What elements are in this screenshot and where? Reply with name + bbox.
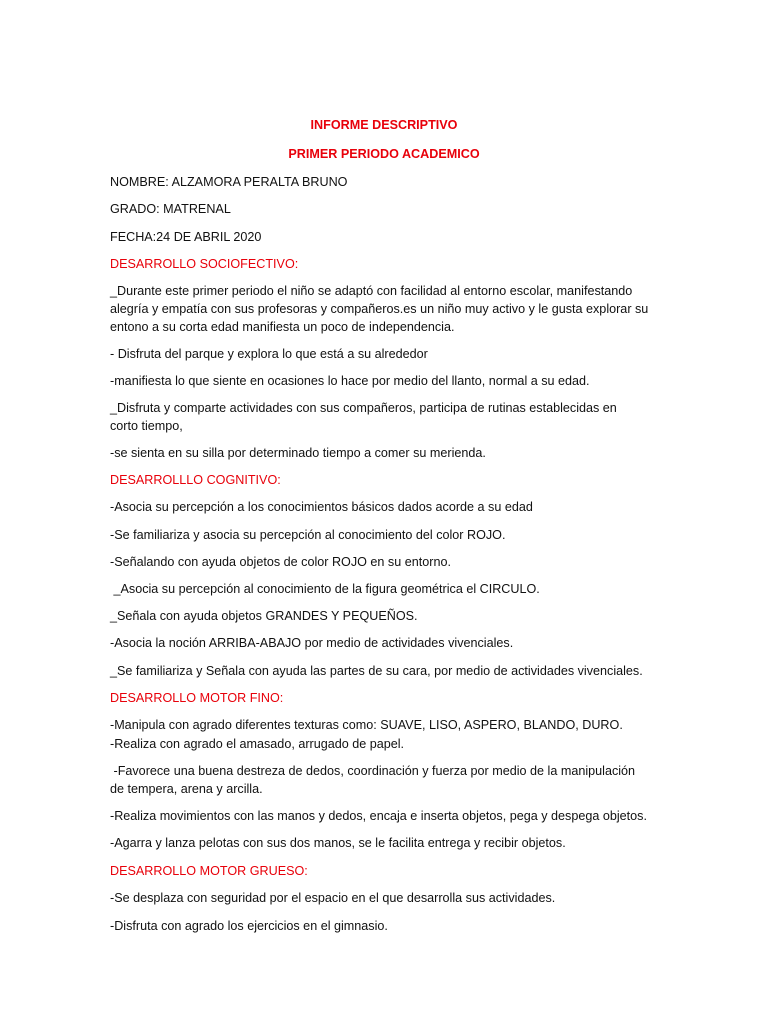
section-heading-socioafectivo: DESARROLLO SOCIOFECTIVO:	[110, 257, 299, 271]
list-item: -Asocia la noción ARRIBA-ABAJO por medio de actividades vivenciales.	[110, 636, 514, 650]
list-item: -Disfruta con agrado los ejercicios en el gimnasio.	[110, 919, 388, 933]
section-heading-cognitivo: DESARROLLLO COGNITIVO:	[110, 473, 281, 487]
paragraph-line: _Durante este primer periodo el niño se adaptó con facilidad al entorno escolar, manifestando	[110, 284, 633, 298]
list-item: corto tiempo,	[110, 419, 183, 433]
paragraph-line: entono a su corta edad manifiesta un poco de independencia.	[110, 320, 455, 334]
list-item: -Señalando con ayuda objetos de color ROJO en su entorno.	[110, 555, 451, 569]
document-subtitle: PRIMER PERIODO ACADEMICO	[288, 147, 480, 161]
list-item: _Señala con ayuda objetos GRANDES Y PEQUEÑOS.	[110, 609, 418, 623]
list-item: _Se familiariza y Señala con ayuda las partes de su cara, por medio de actividades vivenciales.	[110, 664, 643, 678]
student-grade: GRADO: MATRENAL	[110, 202, 231, 216]
list-item: -Realiza con agrado el amasado, arrugado de papel.	[110, 737, 405, 751]
report-date: FECHA:24 DE ABRIL 2020	[110, 230, 262, 244]
list-item: -Se familiariza y asocia su percepción al conocimiento del color ROJO.	[110, 528, 506, 542]
section-heading-motor-fino: DESARROLLO MOTOR FINO:	[110, 691, 284, 705]
list-item: -Favorece una buena destreza de dedos, coordinación y fuerza por medio de la manipulación	[110, 764, 636, 778]
list-item: -manifiesta lo que siente en ocasiones lo hace por medio del llanto, normal a su edad.	[110, 374, 590, 388]
list-item: -Asocia su percepción a los conocimientos básicos dados acorde a su edad	[110, 500, 533, 514]
list-item: de tempera, arena y arcilla.	[110, 782, 263, 796]
list-item: -Manipula con agrado diferentes texturas como: SUAVE, LISO, ASPERO, BLANDO, DURO.	[110, 718, 623, 732]
list-item: _Asocia su percepción al conocimiento de la figura geométrica el CIRCULO.	[110, 582, 540, 596]
list-item: -Realiza movimientos con las manos y dedos, encaja e inserta objetos, pega y despega objetos.	[110, 809, 647, 823]
list-item: -se sienta en su silla por determinado tiempo a comer su merienda.	[110, 446, 486, 460]
paragraph-line: alegría y empatía con sus profesoras y compañeros.es un niño muy activo y le gusta explorar su	[110, 302, 649, 316]
list-item: -Se desplaza con seguridad por el espacio en el que desarrolla sus actividades.	[110, 891, 556, 905]
list-item: _Disfruta y comparte actividades con sus compañeros, participa de rutinas establecidas en	[110, 401, 617, 415]
list-item: - Disfruta del parque y explora lo que está a su alrededor	[110, 347, 428, 361]
section-heading-motor-grueso: DESARROLLO MOTOR GRUESO:	[110, 864, 308, 878]
list-item: -Agarra y lanza pelotas con sus dos manos, se le facilita entrega y recibir objetos.	[110, 836, 566, 850]
student-name: NOMBRE: ALZAMORA PERALTA BRUNO	[110, 175, 348, 189]
document-title: INFORME DESCRIPTIVO	[310, 118, 458, 132]
